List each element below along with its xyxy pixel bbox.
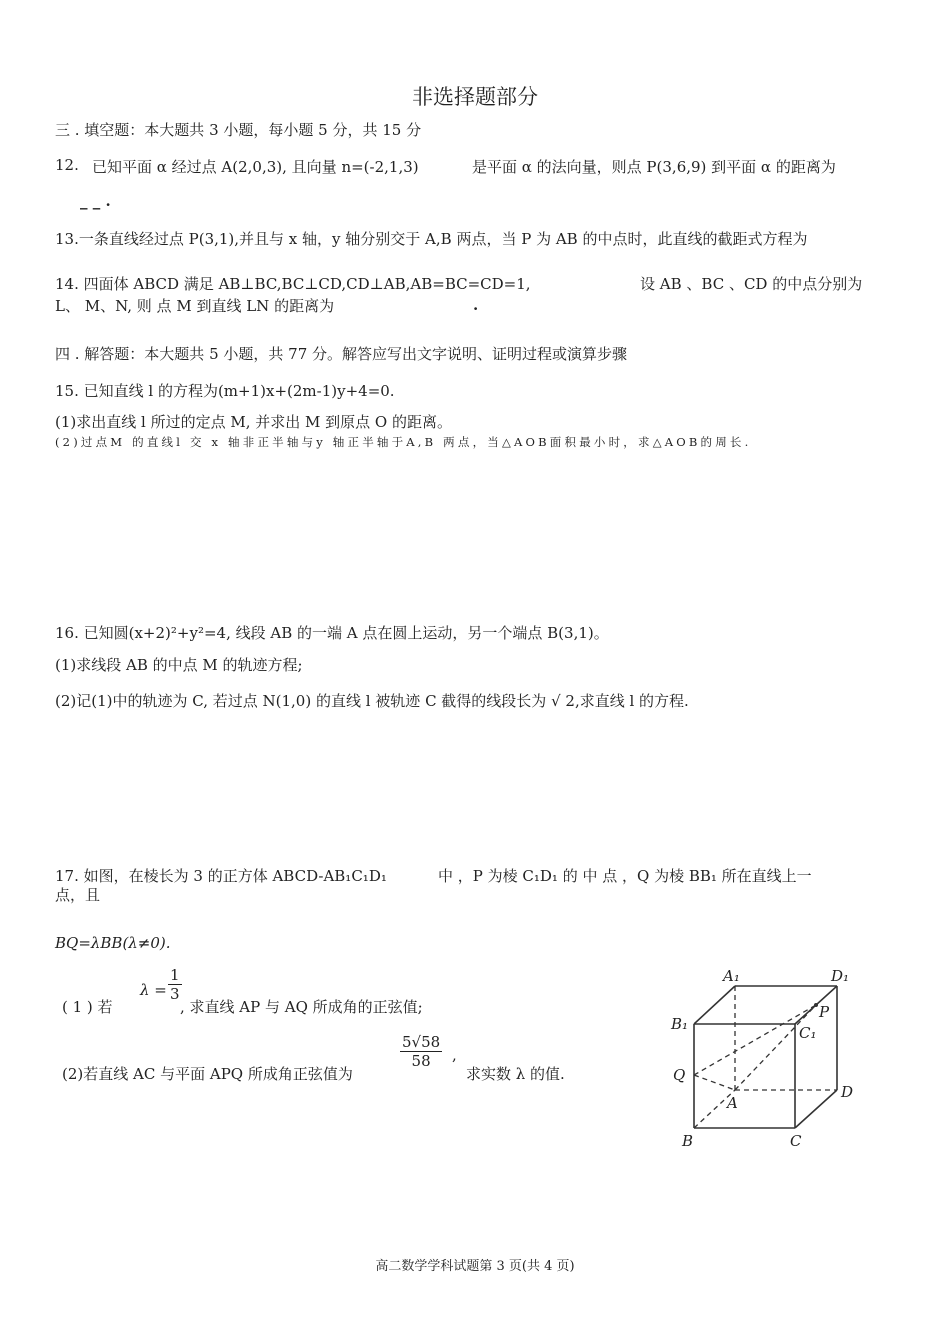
q14-line1a: 14. 四面体 ABCD 满足 AB⊥BC,BC⊥CD,CD⊥AB,AB=BC=CD=1, [55, 275, 531, 293]
q17-condition: BQ=λBB(λ≠0). [55, 934, 171, 952]
segment-a-p [735, 1005, 816, 1090]
q16-stem: 16. 已知圆(x+2)²+y²=4, 线段 AB 的一端 A 点在圆上运动，另一个端点 B(3,1)。 [55, 624, 609, 642]
label-b1: B₁ [671, 1015, 689, 1033]
label-d: D [841, 1083, 854, 1101]
q17-stem-2: 点，且 [55, 886, 101, 904]
q16-part1: (1)求线段 AB 的中点 M 的轨迹方程; [55, 656, 303, 674]
fraction-denominator: 3 [170, 985, 180, 1003]
q17-part1-prefix: ( 1 ) 若 [62, 998, 113, 1016]
label-a: A [727, 1094, 738, 1112]
label-c: C [790, 1132, 802, 1150]
label-b: B [682, 1132, 694, 1150]
q15-part2: (2)过点M 的直线l 交 x 轴非正半轴与y 轴正半轴于A,B 两点，当△AOB面积最小时，求△AOB的周长. [55, 435, 752, 449]
q12-text-1: 已知平面 α 经过点 A(2,0,3), 且向量 n=(-2,1,3) [92, 158, 419, 176]
q17-part2-fraction [400, 1033, 442, 1070]
segment-q-a [694, 1075, 735, 1090]
label-d1: D₁ [831, 967, 850, 985]
q17-stem-1a: 17. 如图，在棱长为 3 的正方体 ABCD-AB₁C₁D₁ [55, 867, 387, 885]
q14-line2: L、 M、N, 则 点 M 到直线 LN 的距离为 [55, 297, 335, 315]
section4-heading: 四 . 解答题：本大题共 5 小题，共 77 分。解答应写出文字说明、证明过程或演算步骤 [55, 345, 628, 363]
label-q: Q [673, 1066, 686, 1084]
q14-line1b: 设 AB 、BC 、CD 的中点分别为 [640, 275, 863, 293]
page-footer: 高二数学学科试题第 3 页(共 4 页) [375, 1259, 575, 1274]
label-c1: C₁ [799, 1024, 817, 1042]
edge-c-d [795, 1090, 837, 1128]
cube-figure [665, 965, 865, 1155]
q16-part2: (2)记(1)中的轨迹为 C, 若过点 N(1,0) 的直线 l 被轨迹 C 截得的线段长为 √ 2,求直线 l 的方程. [55, 692, 689, 710]
label-p: P [819, 1003, 830, 1021]
segment-q-p [694, 1005, 816, 1075]
q15-part1: (1)求出直线 l 所过的定点 M, 并求出 M 到原点 O 的距离。 [55, 413, 452, 431]
label-a1: A₁ [723, 967, 740, 985]
q17-stem-1b: 中 ，P 为棱 C₁D₁ 的 中 点 ，Q 为棱 BB₁ 所在直线上一 [438, 867, 812, 885]
q17-part2-prefix: (2)若直线 AC 与平面 APQ 所成角正弦值为 [62, 1065, 353, 1083]
q12-number: 12. [55, 156, 79, 174]
q17-part1-suffix: , 求直线 AP 与 AQ 所成角的正弦值; [180, 998, 423, 1016]
q17-lambda: λ = [140, 981, 167, 999]
q13-text: 13.一条直线经过点 P(3,1),并且与 x 轴，y 轴分别交于 A,B 两点，当 P 为 AB 的中点时，此直线的截距式方程为 [55, 230, 808, 248]
q12-blank: _ _ . [80, 192, 111, 210]
q12-text-2: 是平面 α 的法向量，则点 P(3,6,9) 到平面 α 的距离为 [472, 158, 836, 176]
q15-stem: 15. 已知直线 l 的方程为(m+1)x+(2m-1)y+4=0. [55, 382, 395, 400]
fraction-numerator: 1 [170, 966, 180, 984]
edge-b1-a1 [694, 986, 735, 1024]
q14-dot: . [473, 296, 479, 314]
page-title: 非选择题部分 [412, 85, 538, 109]
fraction-denominator: 58 [411, 1052, 431, 1070]
q17-part2-comma: , [452, 1046, 457, 1064]
q17-part2-suffix: 求实数 λ 的值. [466, 1065, 565, 1083]
point-p [814, 1003, 818, 1007]
fraction-numerator: 5√58 [402, 1033, 441, 1051]
section3-heading: 三 . 填空题：本大题共 3 小题，每小题 5 分，共 15 分 [55, 121, 422, 139]
